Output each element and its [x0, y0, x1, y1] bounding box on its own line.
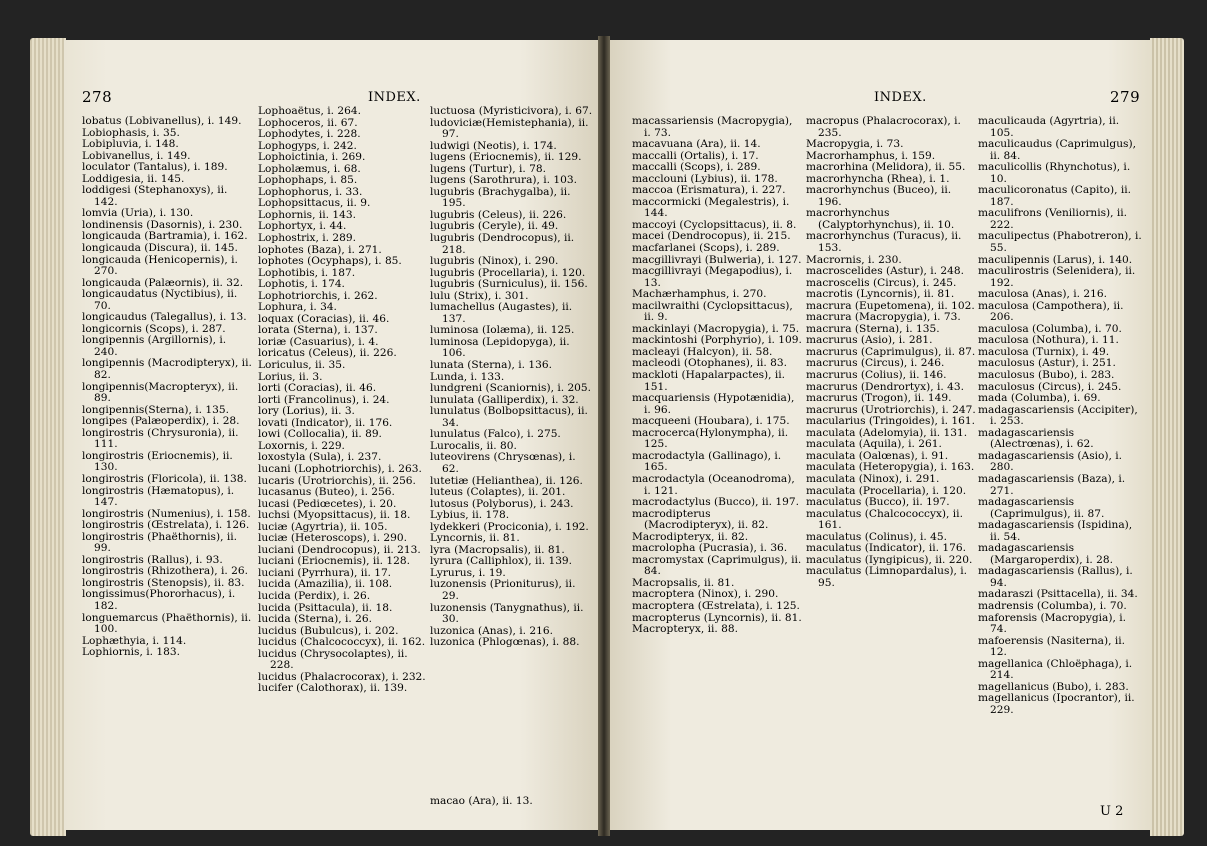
index-entry: mackinlayi (Macropygia), i. 75.: [632, 322, 800, 335]
index-entry: luciani (Eriocnemis), ii. 128.: [258, 555, 410, 568]
index-entry: lophotes (Baza), i. 271.: [258, 243, 382, 256]
index-entry: lunulatus (Falco), i. 275.: [430, 428, 561, 441]
index-entry: longirostris (Hæmatopus), i. 147.: [82, 484, 235, 509]
index-entry: Loxornis, i. 229.: [258, 439, 345, 452]
index-entry: longirostris (Rallus), i. 93.: [82, 553, 223, 566]
index-entry: Lopholæmus, i. 68.: [258, 162, 361, 175]
index-entry: Lunda, i. 133.: [430, 370, 505, 383]
index-entry: lugubris (Surniculus), ii. 156.: [430, 278, 588, 291]
index-entry: lugens (Eriocnemis), ii. 129.: [430, 151, 582, 164]
index-entry: lunata (Sterna), i. 136.: [430, 359, 552, 372]
index-entry: maculata (Procellaria), i. 120.: [806, 484, 967, 497]
index-entry: maculosa (Nothura), i. 11.: [978, 334, 1119, 347]
book-gutter: [598, 36, 610, 836]
index-entry: Lophoaëtus, i. 264.: [258, 105, 361, 117]
index-entry: macrorhina (Melidora), ii. 55.: [806, 161, 966, 174]
index-entry: luctuosa (Myristicivora), i. 67.: [430, 105, 593, 117]
index-entry: Lophostrix, i. 289.: [258, 232, 356, 245]
index-entry: luzonica (Phlogœnas), i. 88.: [430, 636, 580, 649]
index-entry: lorti (Francolinus), i. 24.: [258, 393, 390, 406]
left-column-3: [430, 106, 595, 649]
left-column-3-last-line: macao (Ara), ii. 13.: [430, 795, 533, 807]
right-column-3: [978, 116, 1143, 716]
index-entry: macrurus (Caprimulgus), ii. 87.: [806, 345, 976, 358]
index-entry: longipennis (Macrodipteryx), ii. 82.: [82, 357, 252, 382]
index-entry: Macrodipteryx, ii. 82.: [632, 530, 749, 543]
index-entry: macrurus (Urotriorchis), i. 247.: [806, 403, 976, 416]
index-entry: Macropsalis, ii. 81.: [632, 576, 735, 589]
index-entry: lugens (Sarothrura), i. 103.: [430, 174, 577, 187]
index-entry: macilwraithi (Cyclopsittacus), ii. 9.: [632, 299, 793, 324]
index-entry: maculicoronatus (Capito), ii. 187.: [978, 184, 1132, 208]
index-entry: longirostris (Eriocnemis), ii. 130.: [82, 449, 233, 474]
index-entry: Lophogyps, i. 242.: [258, 139, 357, 152]
index-entry: ludoviciæ(Hemistephania), ii. 97.: [430, 116, 589, 141]
index-entry: macularius (Tringoides), i. 161.: [806, 415, 975, 428]
index-entry: lydekkeri (Prociconia), i. 192.: [430, 520, 589, 533]
index-entry: lorti (Coracias), ii. 46.: [258, 382, 377, 395]
right-column-2: [806, 116, 976, 589]
index-entry: maculosus (Bubo), i. 283.: [978, 369, 1115, 382]
index-entry: Macrornis, i. 230.: [806, 253, 902, 266]
index-entry: maccalli (Ortalis), i. 17.: [632, 149, 759, 162]
index-entry: lutosus (Polyborus), i. 243.: [430, 497, 574, 510]
index-entry: macrura (Sterna), i. 135.: [806, 322, 940, 335]
index-entry: londinensis (Dasornis), i. 230.: [82, 218, 243, 231]
index-entry: madagascariensis (Alectrœnas), i. 62.: [978, 426, 1094, 451]
index-entry: loquax (Coracias), ii. 46.: [258, 312, 390, 325]
index-entry: macroptera (Œstrelata), i. 125.: [632, 599, 800, 612]
index-entry: Macropygia, i. 73.: [806, 138, 904, 151]
index-entry: luchsi (Myopsittacus), ii. 18.: [258, 509, 411, 522]
left-page-edges: [30, 38, 66, 836]
index-entry: lowi (Collocalia), ii. 89.: [258, 428, 382, 441]
index-entry: longirostris (Rhizothera), i. 26.: [82, 565, 248, 578]
index-entry: magellanica (Chloëphaga), i. 214.: [978, 657, 1133, 682]
index-entry: loricatus (Celeus), ii. 226.: [258, 347, 397, 360]
index-entry: madagascariensis (Baza), i. 271.: [978, 472, 1126, 497]
index-entry: Lophiornis, i. 183.: [82, 646, 180, 659]
index-entry: Lophæthyia, i. 114.: [82, 634, 187, 647]
index-entry: lobatus (Lobivanellus), i. 149.: [82, 115, 242, 127]
index-entry: maculifrons (Veniliornis), ii. 222.: [978, 207, 1128, 231]
index-entry: lyrura (Calliphlox), ii. 139.: [430, 555, 573, 568]
index-entry: maculirostris (Selenidera), ii. 192.: [978, 265, 1136, 289]
index-entry: macrorhynchus (Turacus), ii. 153.: [806, 230, 962, 255]
index-entry: maculatus (Chalcococcyx), ii. 161.: [806, 507, 963, 532]
left-page-number: 278: [82, 88, 113, 106]
index-entry: lucasi (Pediœcetes), i. 20.: [258, 497, 397, 510]
index-entry: lorata (Sterna), i. 137.: [258, 324, 378, 337]
index-entry: luminosa (Lepidopyga), ii. 106.: [430, 335, 570, 360]
index-entry: macroscelis (Circus), i. 245.: [806, 276, 957, 289]
index-entry: macavuana (Ara), ii. 14.: [632, 138, 761, 151]
right-page-header: INDEX.: [874, 90, 927, 105]
index-entry: macrurus (Dendrortyx), i. 43.: [806, 380, 964, 393]
index-entry: madagascariensis (Rallus), i. 94.: [978, 565, 1133, 589]
index-entry: Lophophorus, i. 33.: [258, 185, 363, 198]
index-entry: longissimus(Phororhacus), i. 182.: [82, 588, 236, 612]
index-entry: longipennis(Sterna), i. 135.: [82, 403, 229, 416]
index-entry: macrurus (Circus), i. 246.: [806, 357, 945, 370]
left-page-header: INDEX.: [368, 90, 421, 105]
index-entry: Lobipluvia, i. 148.: [82, 138, 179, 151]
index-entry: macrorhyncha (Rhea), i. 1.: [806, 172, 950, 185]
index-entry: macqueeni (Houbara), i. 175.: [632, 415, 790, 428]
index-entry: macrura (Macropygia), i. 73.: [806, 311, 961, 324]
index-entry: lucifer (Calothorax), ii. 139.: [258, 682, 408, 695]
index-entry: luzonensis (Prioniturus), ii. 29.: [430, 578, 576, 602]
index-entry: Lophotis, i. 174.: [258, 278, 345, 291]
index-entry: maculosus (Astur), i. 251.: [978, 357, 1116, 370]
index-entry: lunulatus (Bolbopsittacus), ii. 34.: [430, 405, 588, 429]
index-entry: macgillivrayi (Megapodius), i. 13.: [632, 265, 793, 289]
index-entry: longicauda (Henicopernis), i. 270.: [82, 253, 238, 278]
index-entry: maculipennis (Larus), i. 140.: [978, 253, 1133, 266]
index-entry: maculata (Heteropygia), i. 163.: [806, 461, 975, 474]
left-column-2: [258, 106, 428, 695]
index-entry: macrorhynchus (Calyptorhynchus), ii. 10.: [806, 207, 955, 231]
index-entry: magellanicus (Bubo), i. 283.: [978, 680, 1129, 693]
index-entry: lugubris (Brachygalba), ii. 195.: [430, 185, 571, 210]
index-entry: longicaudus (Talegallus), i. 13.: [82, 311, 247, 324]
index-entry: macrorhynchus (Buceo), ii. 196.: [806, 184, 952, 208]
index-entry: lugens (Turtur), i. 78.: [430, 162, 546, 175]
index-entry: lucida (Sterna), i. 26.: [258, 613, 372, 626]
index-entry: maculosa (Anas), i. 216.: [978, 288, 1107, 301]
index-entry: macrodactyla (Gallinago), i. 165.: [632, 449, 782, 474]
index-entry: lugubris (Dendrocopus), ii. 218.: [430, 232, 575, 256]
right-page-edges: [1150, 38, 1184, 836]
index-entry: lumachellus (Augastes), ii. 137.: [430, 301, 573, 325]
index-entry: lucidus (Chrysocolaptes), ii. 228.: [258, 647, 408, 672]
index-entry: Lophura, i. 34.: [258, 301, 337, 314]
index-entry: macei (Dendrocopus), ii. 215.: [632, 230, 791, 243]
index-entry: longirostris (Floricola), ii. 138.: [82, 472, 247, 485]
index-entry: longuemarcus (Phaëthornis), ii. 100.: [82, 611, 252, 636]
index-entry: lucida (Psittacula), ii. 18.: [258, 601, 393, 614]
index-entry: Lophotriorchis, i. 262.: [258, 289, 378, 302]
index-entry: maculata (Adelomyia), ii. 131.: [806, 426, 968, 439]
index-entry: lyra (Macropsalis), ii. 81.: [430, 543, 565, 556]
index-entry: macromystax (Caprimulgus), ii. 84.: [632, 553, 802, 578]
index-entry: lugubris (Ceryle), ii. 49.: [430, 220, 559, 233]
index-entry: mada (Columba), i. 69.: [978, 392, 1101, 405]
index-entry: lucida (Amazilia), ii. 108.: [258, 578, 393, 591]
index-entry: Lyncornis, ii. 81.: [430, 532, 520, 545]
index-entry: madagascariensis (Accipiter), i. 253.: [978, 403, 1138, 428]
right-page-number: 279: [1110, 88, 1141, 106]
index-entry: longipennis (Argillornis), i. 240.: [82, 334, 227, 358]
index-entry: Lybius, ii. 178.: [430, 509, 510, 522]
index-entry: macrodactyla (Oceanodroma), i. 121.: [632, 472, 795, 497]
index-entry: macrura (Eupetomena), ii. 102.: [806, 299, 975, 312]
index-entry: maculatus (Limnopardalus), i. 95.: [806, 565, 968, 589]
index-entry: lovati (Indicator), ii. 176.: [258, 416, 393, 429]
index-entry: mafoerensis (Nasiterna), ii. 12.: [978, 634, 1125, 659]
index-entry: macrurus (Colius), ii. 146.: [806, 369, 947, 382]
index-entry: Machærhamphus, i. 270.: [632, 288, 767, 301]
index-entry: luteovirens (Chrysœnas), i. 62.: [430, 451, 576, 475]
index-entry: ludwigi (Neotis), i. 174.: [430, 139, 557, 152]
index-entry: macroptera (Ninox), i. 290.: [632, 588, 779, 601]
index-entry: maculatus (Iyngipicus), ii. 220.: [806, 553, 973, 566]
index-entry: longirostris (Chrysuronia), ii. 111.: [82, 426, 239, 451]
index-entry: mackintoshi (Porphyrio), i. 109.: [632, 334, 802, 347]
index-entry: macgillivrayi (Bulweria), i. 127.: [632, 253, 802, 266]
index-entry: luminosa (Iolæma), ii. 125.: [430, 324, 575, 337]
index-entry: maforensis (Macropygia), i. 74.: [978, 611, 1126, 636]
index-entry: mackloti (Hapalarpactes), ii. 151.: [632, 369, 786, 393]
index-entry: loculator (Tantalus), i. 189.: [82, 161, 228, 174]
index-entry: loxostyla (Sula), i. 237.: [258, 451, 382, 464]
index-entry: maculosa (Campothera), ii. 206.: [978, 299, 1124, 324]
index-entry: loriæ (Casuarius), i. 4.: [258, 335, 379, 348]
index-entry: longirostris (Phaëthornis), ii. 99.: [82, 530, 238, 555]
index-entry: macfarlanei (Scops), i. 289.: [632, 242, 780, 255]
index-entry: maculata (Aquila), i. 261.: [806, 438, 942, 451]
index-entry: longirostris (Stenopsis), ii. 83.: [82, 576, 245, 589]
index-entry: loddigesi (Stephanoxys), ii. 142.: [82, 184, 228, 208]
index-entry: macrodactylus (Bucco), ii. 197.: [632, 496, 799, 509]
index-entry: luteus (Colaptes), ii. 201.: [430, 486, 566, 499]
index-entry: madrensis (Columba), i. 70.: [978, 599, 1127, 612]
index-entry: maculicollis (Rhynchotus), i. 10.: [978, 161, 1131, 185]
index-entry: luciæ (Agyrtria), ii. 105.: [258, 520, 388, 533]
index-entry: Lophortyx, i. 44.: [258, 220, 347, 233]
index-entry: lugubris (Celeus), ii. 226.: [430, 208, 567, 221]
index-entry: lucidus (Phalacrocorax), i. 232.: [258, 670, 426, 683]
index-entry: maculicauda (Agyrtria), ii. 105.: [978, 115, 1120, 139]
index-entry: maculata (Oalœnas), i. 91.: [806, 449, 949, 462]
index-entry: longicaudatus (Nyctibius), ii. 70.: [82, 288, 238, 312]
index-entry: macrolopha (Pucrasia), i. 36.: [632, 542, 788, 555]
index-entry: Lophoceros, ii. 67.: [258, 116, 358, 129]
index-entry: macclouni (Lybius), ii. 178.: [632, 172, 778, 185]
index-entry: lulu (Strix), i. 301.: [430, 289, 529, 302]
index-entry: longipennis(Macropteryx), ii. 89.: [82, 380, 239, 405]
index-entry: maculosa (Turnix), i. 49.: [978, 345, 1110, 358]
index-entry: longirostris (Numenius), i. 158.: [82, 507, 251, 520]
index-entry: lucani (Lophotriorchis), i. 263.: [258, 462, 422, 475]
index-entry: luciani (Pyrrhura), ii. 17.: [258, 566, 392, 579]
index-entry: maculicaudus (Caprimulgus), ii. 84.: [978, 138, 1136, 162]
index-entry: lucida (Perdix), i. 26.: [258, 589, 371, 602]
index-entry: macrodipterus (Macrodipteryx), ii. 82.: [632, 507, 769, 532]
index-entry: lophotes (Ocyphaps), i. 85.: [258, 255, 402, 268]
index-entry: lugubris (Ninox), i. 290.: [430, 255, 559, 268]
index-entry: Lurocalis, ii. 80.: [430, 439, 517, 452]
index-entry: longicauda (Bartramia), i. 162.: [82, 230, 248, 243]
index-entry: magellanicus (Ipocrantor), ii. 229.: [978, 692, 1135, 716]
index-entry: macrotis (Lyncornis), ii. 81.: [806, 288, 955, 301]
index-entry: luzonica (Anas), i. 216.: [430, 624, 553, 637]
left-column-1: [82, 116, 252, 659]
index-entry: longicauda (Discura), ii. 145.: [82, 242, 238, 255]
index-entry: maculatus (Colinus), i. 45.: [806, 530, 948, 543]
index-entry: macleodi (Otophanes), ii. 83.: [632, 357, 787, 370]
index-entry: macroscelides (Astur), i. 248.: [806, 265, 964, 278]
index-entry: macleayi (Halcyon), ii. 58.: [632, 345, 773, 358]
index-entry: luzonensis (Tanygnathus), ii. 30.: [430, 601, 584, 626]
index-entry: macrurus (Trogon), ii. 149.: [806, 392, 952, 405]
index-entry: maccormicki (Megalestris), i. 144.: [632, 195, 790, 220]
index-entry: maculosus (Circus), i. 245.: [978, 380, 1122, 393]
index-entry: Lyrurus, i. 19.: [430, 566, 506, 579]
index-entry: madagascariensis (Caprimulgus), ii. 87.: [978, 496, 1105, 520]
index-entry: Loriculus, ii. 35.: [258, 359, 346, 372]
index-entry: macrurus (Asio), i. 281.: [806, 334, 933, 347]
index-entry: Lobivanellus, i. 149.: [82, 149, 191, 162]
signature-mark: U 2: [1100, 804, 1124, 819]
index-entry: maculosa (Columba), i. 70.: [978, 322, 1122, 335]
index-entry: lomvia (Uria), i. 130.: [82, 207, 194, 220]
index-entry: Lophotibis, i. 187.: [258, 266, 356, 279]
index-entry: maculatus (Indicator), ii. 176.: [806, 542, 966, 555]
index-entry: Lophornis, ii. 143.: [258, 208, 356, 221]
index-entry: maculipectus (Phabotreron), i. 55.: [978, 230, 1142, 255]
index-entry: lory (Lorius), ii. 3.: [258, 405, 355, 418]
right-column-1: [632, 116, 802, 636]
index-entry: madagascariensis (Margaroperdix), i. 28.: [978, 542, 1113, 566]
index-entry: macassariensis (Macropygia), i. 73.: [632, 115, 793, 139]
index-entry: lucidus (Chalcococcyx), ii. 162.: [258, 636, 426, 649]
index-entry: Lophopsittacus, ii. 9.: [258, 197, 371, 210]
index-entry: lucidus (Bubulcus), i. 202.: [258, 624, 399, 637]
index-entry: maccoyi (Cyclopsittacus), ii. 8.: [632, 218, 797, 231]
index-entry: maccoa (Erismatura), i. 227.: [632, 184, 786, 197]
index-entry: longipes (Palæoperdix), i. 28.: [82, 415, 240, 428]
index-entry: madaraszi (Psittacella), ii. 34.: [978, 588, 1138, 601]
index-entry: Macropteryx, ii. 88.: [632, 623, 738, 636]
index-entry: lucaris (Urotriorchis), ii. 256.: [258, 474, 416, 487]
index-entry: lugubris (Procellaria), i. 120.: [430, 266, 586, 279]
index-entry: maculata (Ninox), i. 291.: [806, 472, 940, 485]
index-entry: lutetiæ (Helianthea), ii. 126.: [430, 474, 583, 487]
index-entry: macquariensis (Hypotænidia), i. 96.: [632, 392, 795, 416]
index-entry: madagascariensis (Asio), i. 280.: [978, 449, 1123, 474]
index-entry: lucasanus (Buteo), i. 256.: [258, 486, 395, 499]
index-entry: luciani (Dendrocopus), ii. 213.: [258, 543, 421, 556]
index-entry: Lophophaps, i. 85.: [258, 174, 358, 187]
index-entry: Loddigesia, ii. 145.: [82, 172, 185, 185]
index-entry: maccalli (Scops), i. 289.: [632, 161, 761, 174]
index-entry: Macrorhamphus, i. 159.: [806, 149, 936, 162]
index-entry: Lophoictinia, i. 269.: [258, 151, 366, 164]
index-entry: macrocerca(Hylonympha), ii. 125.: [632, 426, 789, 451]
index-entry: Lophodytes, i. 228.: [258, 128, 361, 141]
index-entry: longicauda (Palæornis), ii. 32.: [82, 276, 244, 289]
index-entry: Lorius, ii. 3.: [258, 370, 323, 383]
index-entry: madagascariensis (Ispidina), ii. 54.: [978, 519, 1133, 543]
index-entry: lundgreni (Scaniornis), i. 205.: [430, 382, 592, 395]
index-entry: Lobiophasis, i. 35.: [82, 126, 180, 139]
index-entry: lunulata (Galliperdix), i. 32.: [430, 393, 579, 406]
index-entry: luciæ (Heteroscops), i. 290.: [258, 532, 408, 545]
index-entry: maculatus (Bucco), ii. 197.: [806, 496, 950, 509]
index-entry: longirostris (Œstrelata), i. 126.: [82, 519, 250, 532]
index-entry: macropterus (Lyncornis), ii. 81.: [632, 611, 802, 624]
index-entry: longicornis (Scops), i. 287.: [82, 322, 226, 335]
index-entry: macropus (Phalacrocorax), i. 235.: [806, 115, 961, 139]
